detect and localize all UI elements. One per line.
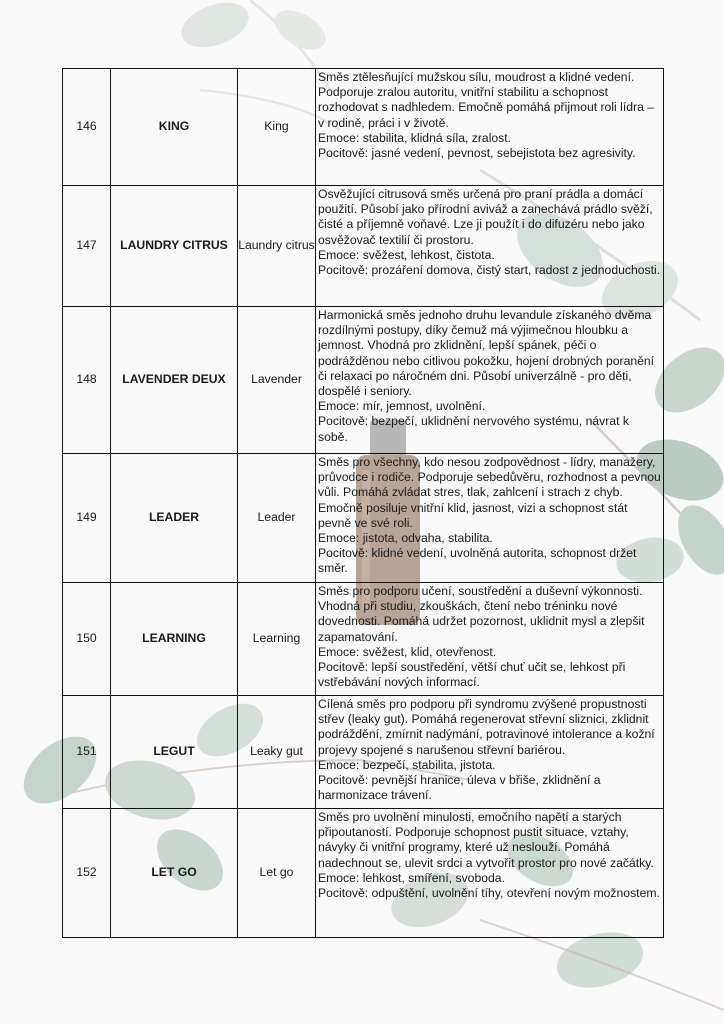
blend-label bbox=[238, 454, 316, 583]
blend-label-text: Leader bbox=[257, 510, 296, 525]
blend-label-text: Leaky gut bbox=[250, 744, 303, 759]
blend-description-cell bbox=[316, 583, 664, 696]
table-row bbox=[63, 186, 664, 307]
blend-emotions: Emoce: bezpečí, stabilita, jistota. bbox=[318, 757, 496, 772]
blend-label bbox=[238, 186, 316, 307]
table-row bbox=[63, 454, 664, 583]
table-row bbox=[63, 69, 664, 186]
blend-emotions: Emoce: mír, jemnost, uvolnění. bbox=[318, 399, 486, 414]
blend-description: Směs ztělesňující mužskou sílu, moudrost a klidné vedení. Podporuje zralou autoritu, vnitřní stabilitu a schopnost rozhodovat s nadhledem. Emočně pomáhá přijmout roli lídra – v rodině, práci i v životě. bbox=[318, 70, 655, 130]
blend-emotions: Emoce: svěžest, lehkost, čistota. bbox=[318, 247, 495, 262]
blend-name: KING bbox=[111, 69, 238, 186]
oil-blends-table bbox=[62, 68, 664, 938]
row-number: 146 bbox=[63, 69, 111, 186]
blend-label-text: Let go bbox=[259, 865, 294, 880]
row-number: 148 bbox=[63, 307, 111, 454]
blend-label bbox=[238, 696, 316, 809]
blend-description-cell bbox=[316, 307, 664, 454]
blend-feelings: Pocitově: lepší soustředění, větší chuť učit se, lehkost při vstřebávání nových informací. bbox=[318, 660, 626, 690]
blend-emotions: Emoce: stabilita, klidná síla, zralost. bbox=[318, 130, 512, 145]
blend-feelings: Pocitově: bezpečí, uklidnění nervového systému, návrat k sobě. bbox=[318, 414, 629, 444]
blend-emotions: Emoce: lehkost, smíření, svoboda. bbox=[318, 870, 505, 885]
blend-label bbox=[238, 583, 316, 696]
blend-description-cell bbox=[316, 186, 664, 307]
blend-description: Osvěžující citrusová směs určená pro praní prádla a domácí použití. Působí jako přírodní aviváž a zanechává prádlo svěží, čisté a příjemně voňavé. Lze ji použít i do difuzéru nebo jako osvěžovač textilií či prostoru. bbox=[318, 187, 653, 247]
blend-description-cell bbox=[316, 454, 664, 583]
row-number: 149 bbox=[63, 454, 111, 583]
blend-emotions: Emoce: svěžest, klid, otevřenost. bbox=[318, 644, 497, 659]
blend-description-cell bbox=[316, 809, 664, 938]
blend-feelings: Pocitově: jasné vedení, pevnost, sebejistota bez agresivity. bbox=[318, 146, 636, 161]
blend-label bbox=[238, 809, 316, 938]
blend-name: LAVENDER DEUX bbox=[111, 307, 238, 454]
blend-description: Harmonická směs jednoho druhu levandule získaného dvěma rozdílnými postupy, díky čemuž má výjimečnou hloubku a jemnost. Vhodná pro zklidnění, lepší spánek, péči o podrážděnou nebo citlivou pokožku, hojení drobných poranění či relaxaci po náročném dni. Působí univerzálně - pro děti, dospělé i seniory. bbox=[318, 308, 655, 399]
blend-emotions: Emoce: jistota, odvaha, stabilita. bbox=[318, 531, 493, 546]
blend-description-cell bbox=[316, 69, 664, 186]
blend-feelings: Pocitově: odpuštění, uvolnění tíhy, otevření novým možnostem. bbox=[318, 886, 660, 901]
blend-name: LAUNDRY CITRUS bbox=[111, 186, 238, 307]
table-row bbox=[63, 583, 664, 696]
blend-name: LEGUT bbox=[111, 696, 238, 809]
blend-description: Směs pro uvolnění minulosti, emočního napětí a starých připoutaností. Podporuje schopnost pustit situace, vztahy, návyky či vnitřní programy, které už neslouží. Pomáhá nadechnout se, ulevit srdci a vytvořit prostor pro nové začátky. bbox=[318, 810, 654, 870]
table-row bbox=[63, 809, 664, 938]
blend-label-text: Lavender bbox=[251, 372, 302, 387]
blend-label-text: Laundry citrus bbox=[238, 238, 315, 253]
blend-description: Cílená směs pro podporu při syndromu zvýšené propustnosti střev (leaky gut). Pomáhá regenerovat střevní sliznici, zklidnit podráždění, zmírnit nadýmání, potravinové intolerance a kožní projevy spojené s narušenou střevní bariérou. bbox=[318, 697, 655, 757]
row-number: 147 bbox=[63, 186, 111, 307]
table-row bbox=[63, 307, 664, 454]
blend-label bbox=[238, 69, 316, 186]
blend-label bbox=[238, 307, 316, 454]
row-number: 151 bbox=[63, 696, 111, 809]
blend-description-cell bbox=[316, 696, 664, 809]
blend-feelings: Pocitově: pevnější hranice, úleva v břiše, zklidnění a harmonizace trávení. bbox=[318, 773, 601, 803]
blend-feelings: Pocitově: klidné vedení, uvolněná autorita, schopnost držet směr. bbox=[318, 546, 637, 576]
blend-name: LET GO bbox=[111, 809, 238, 938]
blend-name: LEARNING bbox=[111, 583, 238, 696]
row-number: 152 bbox=[63, 809, 111, 938]
table-row bbox=[63, 696, 664, 809]
blend-label-text: King bbox=[264, 119, 289, 134]
blend-description: Směs pro všechny, kdo nesou zodpovědnost - lídry, manažery, průvodce i rodiče. Podporuje sebedůvěru, rozhodnost a pevnou vůli. Pomáhá zvládat stres, tlak, zahlcení i strach z chyb. Emočně posiluje vnitřní klid, jasnost, vizi a schopnost stát pevně ve své roli. bbox=[318, 455, 661, 530]
blend-feelings: Pocitově: prozáření domova, čistý start, radost z jednoduchosti. bbox=[318, 263, 661, 278]
blend-label-text: Learning bbox=[252, 631, 301, 646]
row-number: 150 bbox=[63, 583, 111, 696]
blend-description: Směs pro podporu učení, soustředění a duševní výkonnosti. Vhodná při studiu, zkouškách, čtení nebo tréninku nové dovednosti. Pomáhá udržet pozornost, uklidnit mysl a zlepšit zapamatování. bbox=[318, 584, 645, 644]
blend-name: LEADER bbox=[111, 454, 238, 583]
